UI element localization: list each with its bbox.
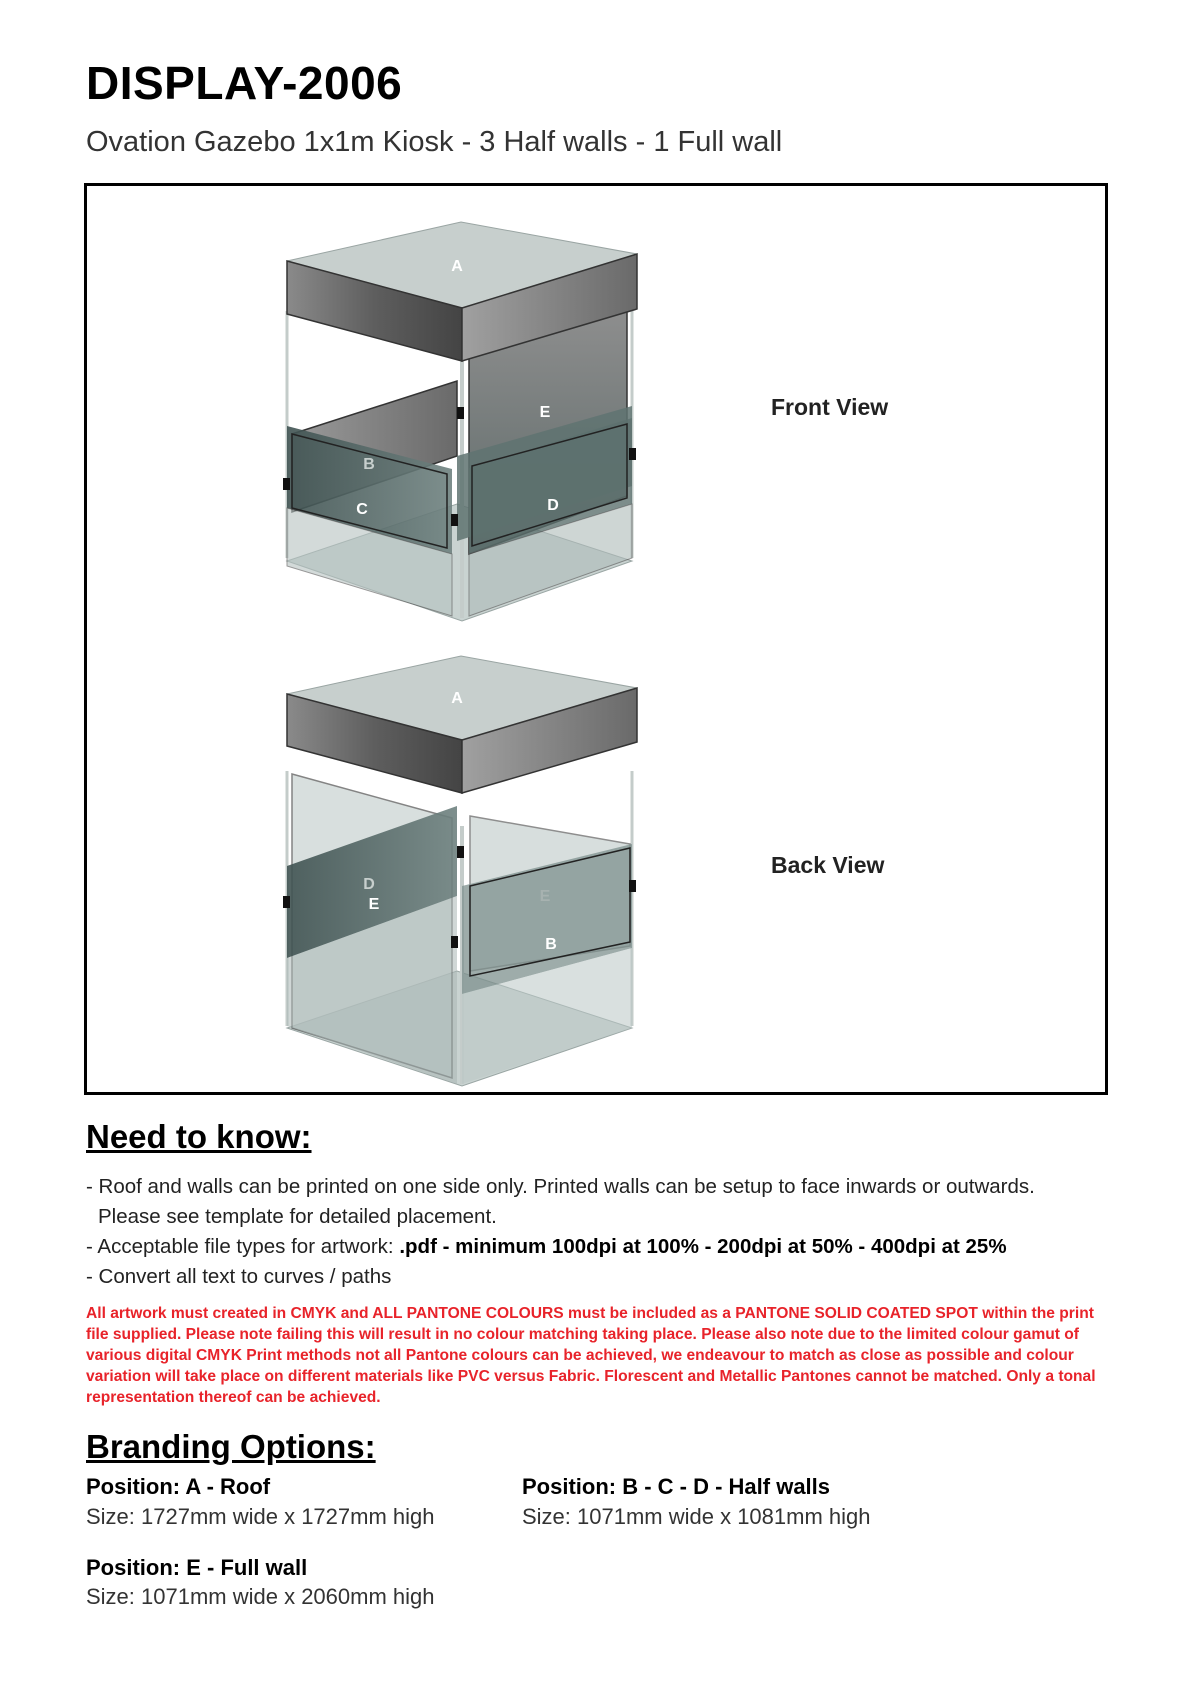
clip [457,407,464,419]
clip [451,936,458,948]
note-line-2-text: Please see template for detailed placement. [98,1205,497,1228]
page-title: DISPLAY-2006 [86,57,403,109]
position-bcd-title: Position: B - C - D - Half walls [522,1474,831,1499]
front-half-wall-b-letter: B [363,456,375,473]
position-bcd-size: Size: 1071mm wide x 1081mm high [522,1504,871,1529]
back-right-top-letter: E [539,888,551,905]
clip [457,846,464,858]
back-roof-letter: A [451,690,463,707]
note-line-3-text: - Acceptable file types for artwork: [86,1235,400,1258]
position-e-title: Position: E - Full wall [86,1555,308,1580]
clip [629,448,636,460]
front-view-label: Front View [771,394,889,420]
need-to-know-heading: Need to know: [86,1118,312,1155]
back-left-bottom-letter: E [368,896,380,913]
kiosk-diagram [87,186,1105,1092]
front-half-wall-d-letter: D [547,497,559,514]
note-line-2 [86,1202,497,1232]
back-right-bottom-letter: B [545,936,557,953]
note-line-3 [86,1232,1007,1262]
back-view-kiosk [283,656,637,1086]
position-a-size: Size: 1727mm wide x 1727mm high [86,1504,435,1529]
clip [283,478,290,490]
clip [451,514,458,526]
back-view-label: Back View [771,852,885,878]
position-a-title: Position: A - Roof [86,1474,271,1499]
clip [629,880,636,892]
front-full-wall-letter: E [539,404,551,421]
page-subtitle: Ovation Gazebo 1x1m Kiosk - 3 Half walls - 1 Full wall [86,126,783,158]
note-line-1: - Roof and walls can be printed on one side only. Printed walls can be setup to face inwards or outwards. [86,1175,1035,1198]
clip [283,896,290,908]
diagram-frame [84,183,1108,1095]
front-view-kiosk [283,222,637,621]
colour-warning: All artwork must created in CMYK and ALL PANTONE COLOURS must be included as a PANTONE SOLID COATED SPOT within the print file supplied. Please note failing this will result in no colour matching taking place. Please also note due to the limited colour gamut of various digital CMYK Print methods not all Pantone colours can be achieved, we endeavour to match as close as possible and colour variation will take place on different materials like PVC versus Fabric. Florescent and Metallic Pantones cannot be matched. Only a tonal representation thereof can be achieved. [86,1305,1096,1406]
front-roof-letter: A [451,258,463,275]
front-half-wall-c-letter: C [356,501,368,518]
back-left-top-letter: D [363,876,375,893]
position-e-size: Size: 1071mm wide x 2060mm high [86,1584,435,1609]
note-line-4: - Convert all text to curves / paths [86,1265,392,1288]
branding-options-heading: Branding Options: [86,1428,376,1465]
file-requirements: .pdf - minimum 100dpi at 100% - 200dpi at 50% - 400dpi at 25% [399,1235,1007,1258]
